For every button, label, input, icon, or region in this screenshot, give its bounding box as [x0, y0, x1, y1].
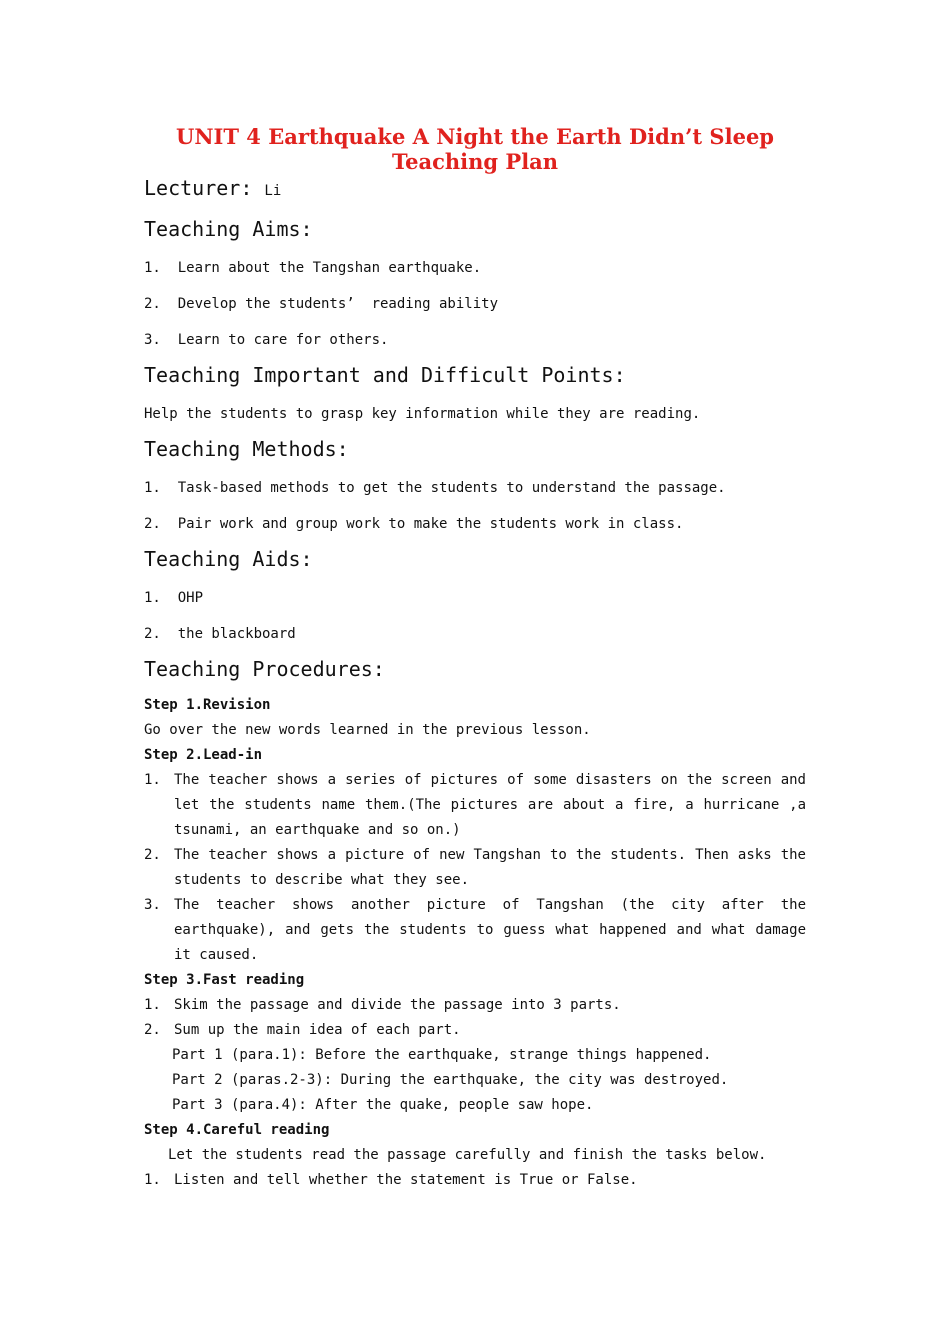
- lecturer-name: Li: [264, 183, 282, 199]
- part-summary: Part 1 (para.1): Before the earthquake, strange things happened.: [172, 1047, 712, 1063]
- item-text: Skim the passage and divide the passage into 3 parts.: [174, 997, 621, 1013]
- step-3-title: Step 3.Fast reading: [144, 972, 305, 988]
- item-number: 2.: [144, 1022, 161, 1038]
- document-page: [144, 124, 806, 1193]
- item-number: 1.: [144, 1172, 161, 1188]
- aid-item: 1. OHP: [144, 590, 204, 606]
- aid-item: 2. the blackboard: [144, 626, 296, 642]
- step-2-title: Step 2.Lead-in: [144, 747, 263, 763]
- item-number: 1.: [144, 772, 161, 788]
- part-summary: Part 3 (para.4): After the quake, people saw hope.: [172, 1097, 594, 1113]
- step-2-item: [144, 768, 806, 843]
- item-text: Sum up the main idea of each part.: [174, 1022, 461, 1038]
- item-text: The teacher shows another picture of Tangshan (the city after the earthquake), and gets the students to guess what happened and what damage it caused.: [174, 897, 806, 963]
- step-4-intro: Let the students read the passage carefully and finish the tasks below.: [168, 1147, 767, 1163]
- aim-item: 2. Develop the students’ reading ability: [144, 296, 499, 312]
- step-3-item: [144, 993, 806, 1018]
- aim-item: 1. Learn about the Tangshan earthquake.: [144, 260, 482, 276]
- lecturer-label: Lecturer:: [144, 176, 253, 200]
- part-summary: Part 2 (paras.2-3): During the earthquake, the city was destroyed.: [172, 1072, 729, 1088]
- item-text: The teacher shows a series of pictures of some disasters on the screen and let the students name them.(The pictures are about a fire, a hurricane ,a tsunami, an earthquake and so on.): [174, 772, 806, 838]
- document-title: UNIT 4 Earthquake A Night the Earth Didn’t Sleep Teaching Plan: [176, 124, 774, 174]
- procedures-heading: Teaching Procedures:: [144, 657, 385, 681]
- methods-heading: Teaching Methods:: [144, 437, 349, 461]
- item-number: 3.: [144, 897, 161, 913]
- step-2-item: [144, 843, 806, 893]
- aims-heading: Teaching Aims:: [144, 217, 313, 241]
- item-text: The teacher shows a picture of new Tangshan to the students. Then asks the students to describe what they see.: [174, 847, 806, 888]
- item-text: Listen and tell whether the statement is True or False.: [174, 1172, 638, 1188]
- aim-item: 3. Learn to care for others.: [144, 332, 389, 348]
- item-number: 1.: [144, 997, 161, 1013]
- step-1-text: Go over the new words learned in the previous lesson.: [144, 722, 591, 738]
- item-number: 2.: [144, 847, 161, 863]
- points-text: Help the students to grasp key information while they are reading.: [144, 406, 701, 422]
- method-item: 1. Task-based methods to get the students to understand the passage.: [144, 480, 726, 496]
- step-3-item: [144, 1018, 806, 1043]
- step-4-item: [144, 1168, 806, 1193]
- points-heading: Teaching Important and Difficult Points:: [144, 363, 626, 387]
- aids-heading: Teaching Aids:: [144, 547, 313, 571]
- step-1-title: Step 1.Revision: [144, 697, 271, 713]
- method-item: 2. Pair work and group work to make the students work in class.: [144, 516, 684, 532]
- step-2-item: [144, 893, 806, 968]
- step-4-title: Step 4.Careful reading: [144, 1122, 330, 1138]
- lecturer-line: [144, 176, 806, 203]
